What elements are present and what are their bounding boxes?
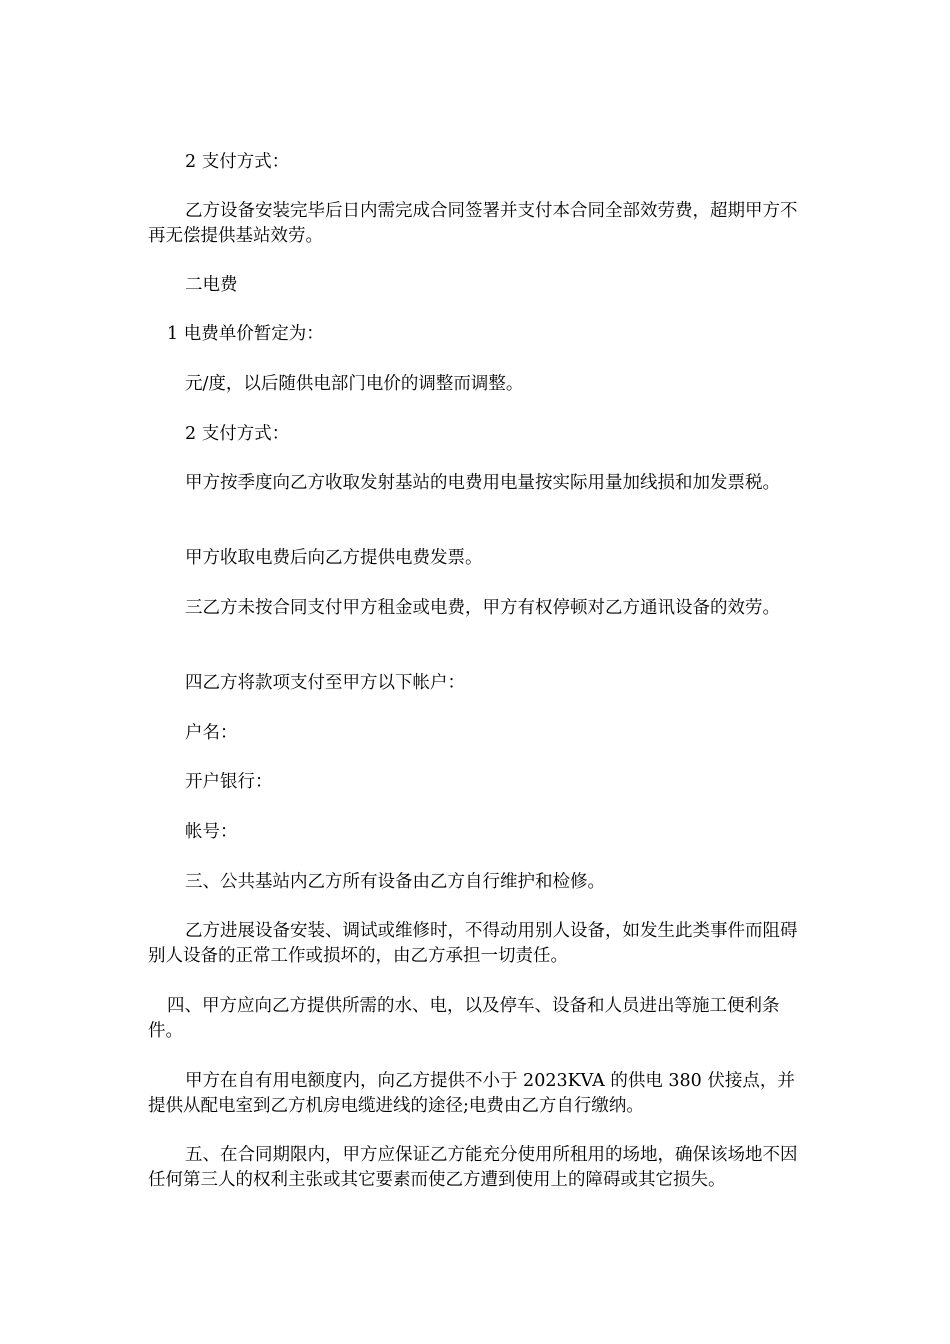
paragraph-suspension: 三乙方未按合同支付甲方租金或电费，甲方有权停顿对乙方通讯设备的效劳。 (185, 598, 780, 618)
field-bank: 开户银行： (185, 772, 273, 792)
paragraph-payment-method-2: 2 支付方式： (185, 424, 290, 444)
field-account-name: 户名： (185, 723, 238, 743)
paragraph-unit-price: 1 电费单价暂定为： (167, 324, 324, 344)
paragraph-invoice: 甲方收取电费后向乙方提供电费发票。 (185, 548, 483, 568)
heading-electricity-fee: 二电费 (185, 275, 238, 295)
field-account-number: 帐号： (185, 822, 238, 842)
paragraph-responsibility: 乙方进展设备安装、调试或维修时，不得动用别人设备，如发生此类事件而阻碍别人设备的正常工作或损坏的，由乙方承担一切责任。 (148, 921, 798, 966)
paragraph-account-intro: 四乙方将款项支付至甲方以下帐户： (185, 673, 465, 693)
paragraph-power-supply: 甲方在自有用电额度内，向乙方提供不小于 2023KVA 的供电 380 伏接点，并提供从配电室到乙方机房电缆进线的途径;电费由乙方自行缴纳。 (148, 1071, 795, 1116)
paragraph-quarterly-collection: 甲方按季度向乙方收取发射基站的电费用电量按实际用量加线损和加发票税。 (185, 473, 780, 493)
paragraph-signing-terms: 乙方设备安装完毕后日内需完成合同签署并支付本合同全部效劳费，超期甲方不再无偿提供基站效劳。 (148, 201, 798, 246)
paragraph-payment-method-1: 2 支付方式： (185, 152, 290, 172)
clause-facilities: 四、甲方应向乙方提供所需的水、电，以及停车、设备和人员进出等施工便利条件。 (148, 996, 780, 1041)
clause-maintenance: 三、公共基站内乙方所有设备由乙方自行维护和检修。 (185, 872, 605, 892)
clause-site-guarantee: 五、在合同期限内，甲方应保证乙方能充分使用所租用的场地，确保该场地不因任何第三人的权利主张或其它要素而使乙方遭到使用上的障碍或其它损失。 (148, 1145, 798, 1190)
paragraph-price-adjustment: 元/度，以后随供电部门电价的调整而调整。 (185, 374, 524, 394)
